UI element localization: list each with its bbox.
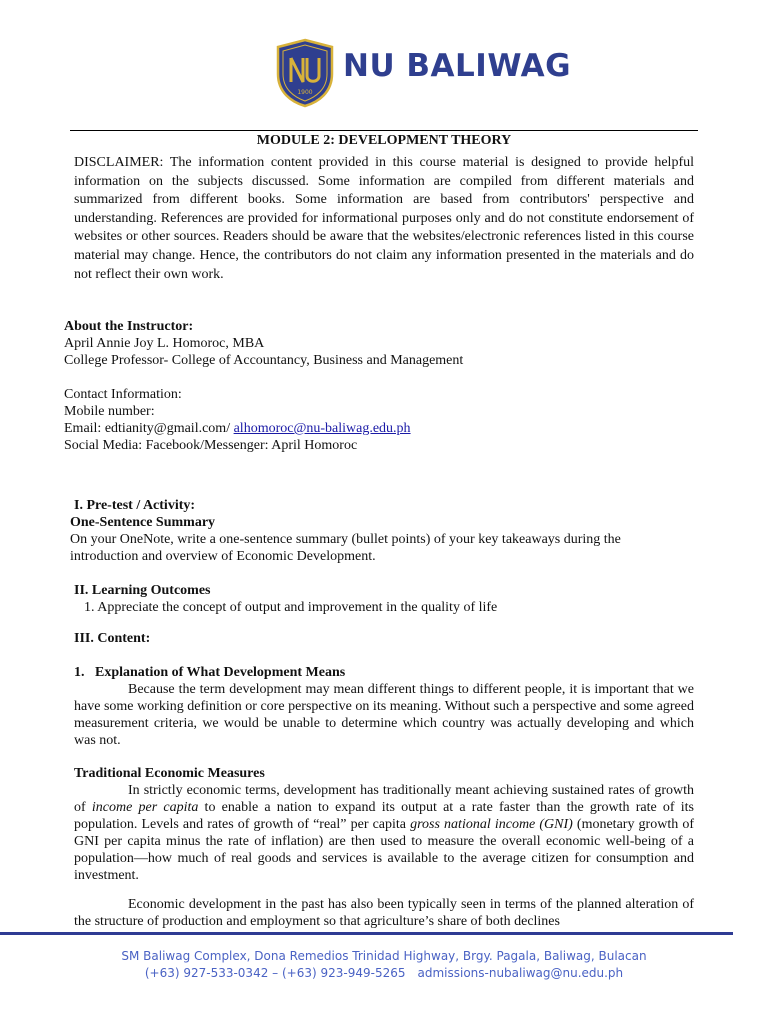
traditional-heading: Traditional Economic Measures: [74, 766, 265, 781]
trad-text-3: (monetary growth of GNI per capita minus the rate of inflation) are then used to measure the overall economic well-being of a population—how much of real goods and services is available to the average citizen for consumption and investment.: [74, 817, 694, 883]
social-media: Social Media: Facebook/Messenger: April Homoroc: [64, 438, 358, 453]
content-heading: III. Content:: [74, 631, 151, 646]
email-link[interactable]: alhomoroc@nu-baliwag.edu.ph: [233, 421, 411, 436]
footer-address: SM Baliwag Complex, Dona Remedios Trinidad Highway, Brgy. Pagala, Baliwag, Bulacan: [121, 949, 647, 963]
section-1: [74, 664, 694, 749]
module-title: MODULE 2: DEVELOPMENT THEORY: [256, 133, 512, 148]
nu-shield-logo-icon: [274, 38, 336, 108]
brand-name: NU BALIWAG: [343, 48, 572, 84]
instructor-section: [64, 318, 704, 369]
mobile-label: Mobile number:: [64, 404, 155, 419]
footer-email[interactable]: admissions-nubaliwag@nu.edu.ph: [417, 966, 624, 980]
footer-phones: (+63) 927-533-0342 – (+63) 923-949-5265: [144, 966, 406, 980]
title-rule: [70, 130, 698, 131]
pretest-instructions: [70, 531, 710, 565]
instructor-position: College Professor- College of Accountancy, Business and Management: [64, 353, 464, 368]
section-1-heading: 1. Explanation of What Development Means: [74, 665, 346, 680]
email-label: Email: edtianity@gmail.com/: [64, 421, 234, 436]
footer-rule: [0, 932, 733, 935]
pretest-line-1: On your OneNote, write a one-sentence summary (bullet points) of your key takeaways during the: [70, 532, 621, 547]
traditional-paragraph: [74, 782, 694, 884]
instructor-name: April Annie Joy L. Homoroc, MBA: [64, 336, 265, 351]
contact-heading: Contact Information:: [64, 387, 182, 402]
disclaimer-text: DISCLAIMER: The information content provided in this course material is designed to provide helpful information on the subjects discussed. Some information are compiled from different materials and summarized from different books. Some information are based from contributors' perspective and understanding. References are provided for informational purposes only and do not constitute endorsement of websites or other sources. Readers should be aware that the websites/electronic references listed in this course material may change. Hence, the contributors do not claim any information presented in the materials and do not reflect their own work.: [74, 155, 694, 282]
footer-contact: [0, 966, 768, 980]
contact-section: [64, 386, 704, 454]
economic-development-section: [74, 896, 694, 930]
content-heading-block: [74, 630, 714, 647]
section-1-paragraph: Because the term development may mean different things to different people, it is important that we have some working definition or core perspective on its meaning. Without such a perspective and some agreed measurement criteria, we would be unable to determine which country was actually developing and which was not.: [74, 682, 694, 748]
pretest-section: [70, 497, 704, 531]
trad-italic-1: income per capita: [91, 800, 199, 815]
outcome-item-1: 1. Appreciate the concept of output and improvement in the quality of life: [84, 600, 498, 615]
pretest-heading: I. Pre-test / Activity:: [74, 498, 196, 513]
trad-text-1: In strictly economic terms, development has traditionally meant achieving sustained rates of growth of: [74, 783, 694, 815]
logo-year: 1900: [297, 89, 313, 96]
trad-italic-2: gross national income (GNI): [410, 817, 573, 832]
page-header: [0, 38, 768, 108]
email-line: [64, 420, 704, 437]
outcomes-heading: II. Learning Outcomes: [74, 583, 211, 598]
traditional-measures-section: [74, 765, 694, 884]
econdev-paragraph: Economic development in the past has also been typically seen in terms of the planned alteration of the structure of production and employment so that agriculture’s share of both declines: [74, 897, 694, 929]
trad-text-2: to enable a nation to expand its output at a rate faster than the growth rate of its population. Levels and rates of growth of “real” per capita: [74, 800, 694, 832]
instructor-heading: About the Instructor:: [64, 319, 194, 334]
pretest-line-2: introduction and overview of Economic Development.: [70, 549, 376, 564]
outcomes-section: [74, 582, 714, 616]
pretest-subheading: One-Sentence Summary: [70, 515, 216, 530]
